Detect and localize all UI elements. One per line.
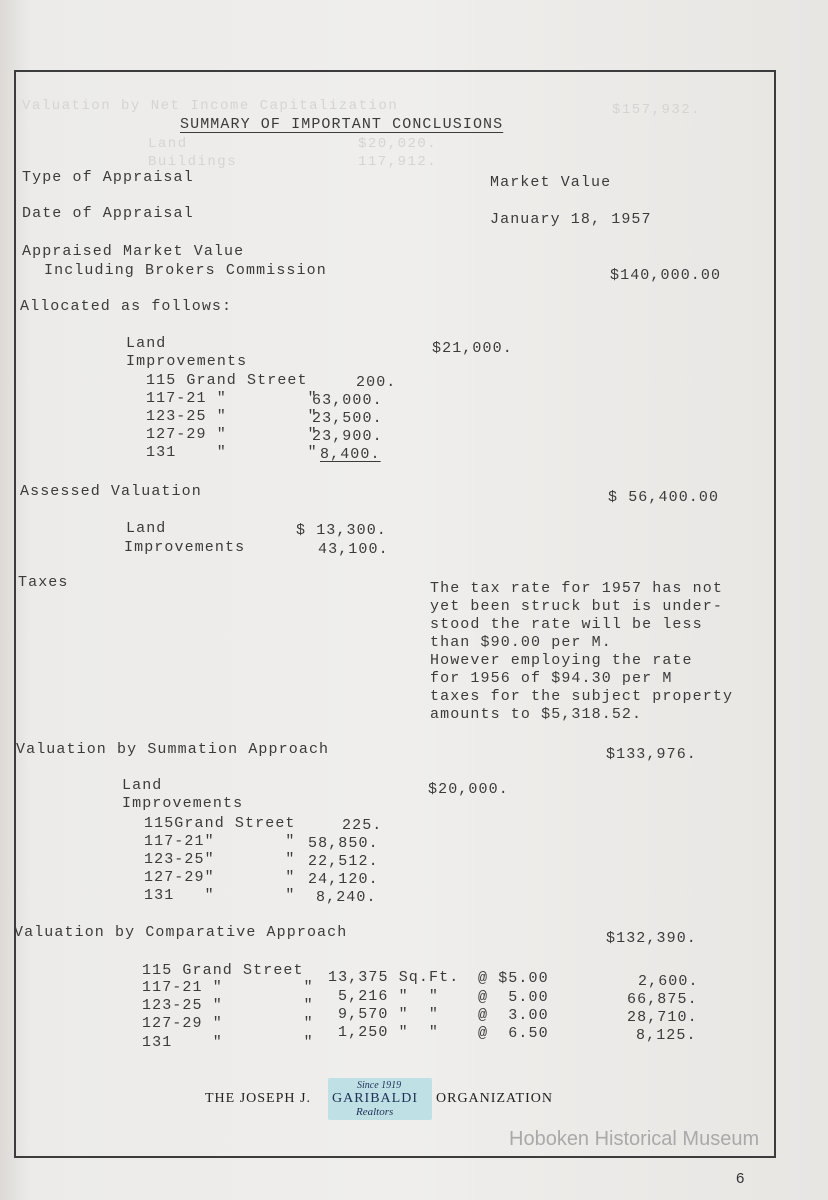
summation-address: 127-29" " (144, 869, 296, 886)
taxes-line: amounts to $5,318.52. (430, 706, 643, 723)
bleed-through-text: Buildings (148, 154, 238, 170)
market-value-label: Appraised Market Value (22, 243, 245, 260)
market-value-amount: $140,000.00 (610, 267, 722, 284)
comparative-address: 127-29 " " (142, 1015, 314, 1032)
taxes-paragraph (430, 580, 733, 724)
allocation-value: 23,900. (312, 428, 383, 445)
comparative-area: 1,250 " " (338, 1024, 440, 1041)
bleed-through-text: $20,020. (358, 136, 438, 152)
summation-address: 131 " " (144, 887, 296, 904)
allocation-value: 200. (356, 374, 397, 391)
comparative-value: $132,390. (606, 930, 697, 947)
stamp-since: Since 1919 (357, 1080, 402, 1091)
footer-right: ORGANIZATION (436, 1091, 553, 1106)
taxes-label: Taxes (18, 574, 69, 591)
summation-value-row: 22,512. (308, 853, 379, 870)
comparative-row-value: 66,875. (627, 991, 698, 1008)
summation-address: 123-25" " (144, 851, 296, 868)
comparative-rate: @ 6.50 (478, 1025, 549, 1042)
summation-land-value: $20,000. (428, 781, 509, 798)
stamp-name: GARIBALDI (332, 1091, 418, 1106)
allocation-address: 127-29 " " (146, 426, 318, 443)
bleed-through-text: Land (148, 136, 188, 152)
allocation-improvements-label: Improvements (126, 353, 248, 370)
page-number: 6 (736, 1170, 745, 1187)
comparative-rate: @ 3.00 (478, 1007, 549, 1024)
bleed-through-text: $157,932. (612, 102, 702, 118)
bleed-through-text: 117,912. (358, 154, 438, 170)
comparative-row-value: 8,125. (636, 1027, 697, 1044)
allocation-land-label: Land (126, 335, 167, 352)
assessed-improvements-label: Improvements (124, 539, 246, 556)
comparative-address: 117-21 " " (142, 979, 314, 996)
assessed-label: Assessed Valuation (20, 483, 202, 500)
allocation-address: 131 " " (146, 444, 318, 461)
taxes-line: for 1956 of $94.30 per M (430, 670, 673, 687)
assessed-improvements-value: 43,100. (318, 541, 389, 558)
summation-improvements-label: Improvements (122, 795, 244, 812)
assessed-value: $ 56,400.00 (608, 489, 720, 506)
summation-label: Valuation by Summation Approach (16, 741, 330, 758)
museum-watermark: Hoboken Historical Museum (509, 1128, 760, 1150)
comparative-row-value: 2,600. (638, 973, 699, 990)
assessed-land-label: Land (126, 520, 167, 537)
allocation-label: Allocated as follows: (20, 298, 233, 315)
comparative-address: 115 Grand Street (142, 962, 304, 979)
summation-value: $133,976. (606, 746, 697, 763)
allocation-address: 115 Grand Street (146, 372, 308, 389)
comparative-area: 9,570 " " (338, 1006, 440, 1023)
comparative-rate: @ 5.00 (478, 989, 549, 1006)
allocation-value: 8,400. (320, 446, 381, 463)
summation-value-row: 225. (342, 817, 383, 834)
comparative-address: 131 " " (142, 1034, 314, 1051)
summation-value-row: 24,120. (308, 871, 379, 888)
summation-address: 117-21" " (144, 833, 296, 850)
comparative-row-value: 28,710. (627, 1009, 698, 1026)
comparative-address: 123-25 " " (142, 997, 314, 1014)
allocation-value: 23,500. (312, 410, 383, 427)
taxes-line: yet been struck but is under- (430, 598, 723, 615)
allocation-land-value: $21,000. (432, 340, 513, 357)
type-of-appraisal-label: Type of Appraisal (22, 169, 194, 186)
summation-land-label: Land (122, 777, 163, 794)
comparative-area: 5,216 " " (338, 988, 440, 1005)
bleed-through-text: Valuation by Net Income Capitalization (22, 98, 399, 114)
date-of-appraisal-value: January 18, 1957 (490, 211, 652, 228)
stamp-realtors: Realtors (356, 1106, 394, 1118)
taxes-line: However employing the rate (430, 652, 693, 669)
type-of-appraisal-value: Market Value (490, 174, 612, 191)
taxes-line: taxes for the subject property (430, 688, 734, 705)
page-title: SUMMARY OF IMPORTANT CONCLUSIONS (180, 116, 504, 133)
taxes-line: The tax rate for 1957 has not (430, 580, 723, 597)
allocation-address: 117-21 " " (146, 390, 318, 407)
summation-value-row: 58,850. (308, 835, 379, 852)
taxes-line: stood the rate will be less (430, 616, 703, 633)
comparative-area: 13,375 Sq.Ft. (328, 969, 460, 986)
summation-address: 115Grand Street (144, 815, 296, 832)
date-of-appraisal-label: Date of Appraisal (22, 205, 194, 222)
comparative-label: Valuation by Comparative Approach (14, 924, 348, 941)
footer-left: THE JOSEPH J. (205, 1091, 311, 1106)
taxes-line: than $90.00 per M. (430, 634, 612, 651)
allocation-value: 63,000. (312, 392, 383, 409)
market-value-label-line2: Including Brokers Commission (44, 262, 327, 279)
comparative-rate: @ $5.00 (478, 970, 549, 987)
allocation-address: 123-25 " " (146, 408, 318, 425)
summation-value-row: 8,240. (316, 889, 377, 906)
assessed-land-value: $ 13,300. (296, 522, 387, 539)
